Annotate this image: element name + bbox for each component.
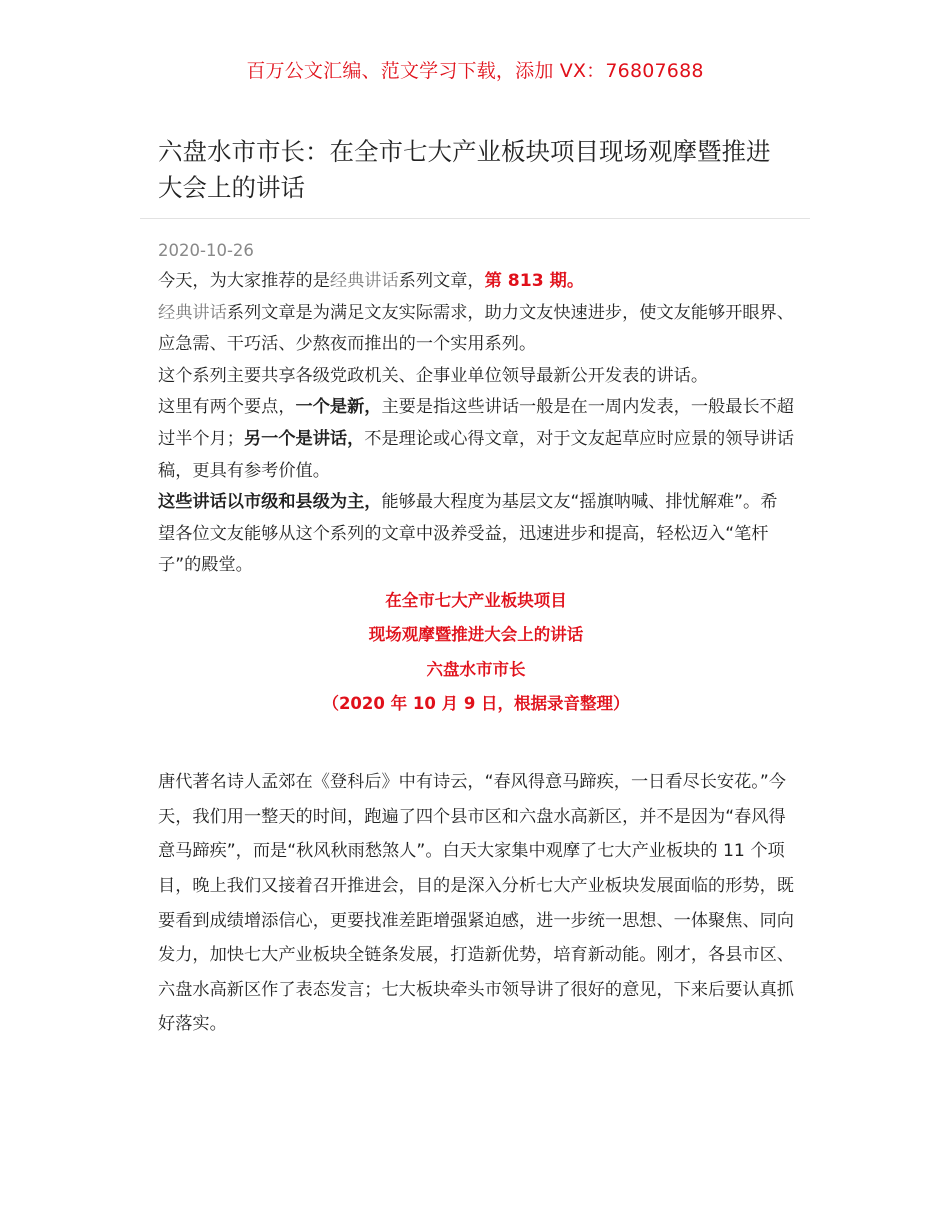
intro-text: 这里有两个要点， (158, 397, 296, 418)
article-content (158, 238, 794, 1042)
key-point-3: 这些讲话以市级和县级为主， (158, 492, 382, 513)
issue-number: 第 813 期。 (484, 271, 585, 291)
intro-text: 能够最大程度为基层文友“摇旗呐喊、排忧解难”。希望各位文友能够从这个系列的文章中汲养受益，迅速进步和提高，轻松迈入“笔杆子”的殿堂。 (158, 492, 778, 576)
speech-title-line-1: 在全市七大产业板块项目 (385, 590, 567, 610)
intro-paragraph-5 (158, 487, 794, 582)
promo-banner: 百万公文汇编、范文学习下载，添加 VX：76807688 (246, 60, 704, 82)
speech-speaker: 六盘水市市长 (426, 659, 526, 679)
publish-date: 2020-10-26 (158, 241, 254, 260)
intro-text: 主要是指这些讲话一般是在一周内发表，一般最长不超过半个月； (158, 397, 794, 449)
intro-paragraph-1 (158, 266, 794, 298)
intro-text: 系列文章是为满足文友实际需求，助力文友快速进步，使文友能够开眼界、应急需、干巧活、少熬夜而推出的一个实用系列。 (158, 302, 794, 355)
key-point-1: 一个是新， (295, 397, 382, 418)
intro-paragraph-4 (158, 392, 794, 487)
series-name: 经典讲话 (329, 271, 399, 291)
intro-text: 今天，为大家推荐的是 (158, 271, 330, 291)
speech-body (158, 765, 794, 1042)
speech-date-note: （2020 年 10 月 9 日，根据录音整理） (322, 693, 630, 713)
intro-text: 系列文章， (398, 271, 485, 291)
body-paragraph: 唐代著名诗人孟郊在《登科后》中有诗云，“春风得意马蹄疾，一日看尽长安花。”今天，我们用一整天的时间，跑遍了四个县市区和六盘水高新区，并不是因为“春风得意马蹄疾”，而是“秋风秋雨愁煞人”。白天大家集中观摩了七大产业板块的 11 个项目，晚上我们又接着召开推进会，目的是深入分析七大产业板块发展面临的形势，既要看到成绩增添信心，更要找准差距增强紧迫感，进一步统一思想、一体聚焦、同向发力，加快七大产业板块全链条发展，打造新优势，培育新动能。刚才，各县市区、六盘水高新区作了表态发言；七大板块牵头市领导讲了很好的意见，下来后要认真抓好落实。 (158, 772, 794, 1035)
key-point-2: 另一个是讲话， (243, 428, 365, 449)
intro-paragraph-2 (158, 298, 794, 361)
intro-text: 不是理论或心得文章，对于文友起草应时应景的领导讲话稿，更具有参考价值。 (158, 428, 794, 481)
article-title: 六盘水市市长：在全市七大产业板块项目现场观摩暨推进大会上的讲话 (158, 137, 771, 202)
intro-paragraph-3: 这个系列主要共享各级党政机关、企事业单位领导最新公开发表的讲话。 (158, 365, 709, 386)
intro-section (158, 266, 794, 582)
speech-title-line-2: 现场观摩暨推进大会上的讲话 (368, 625, 584, 645)
title-block (140, 134, 810, 219)
speech-heading (158, 584, 794, 721)
series-name: 经典讲话 (158, 302, 227, 323)
